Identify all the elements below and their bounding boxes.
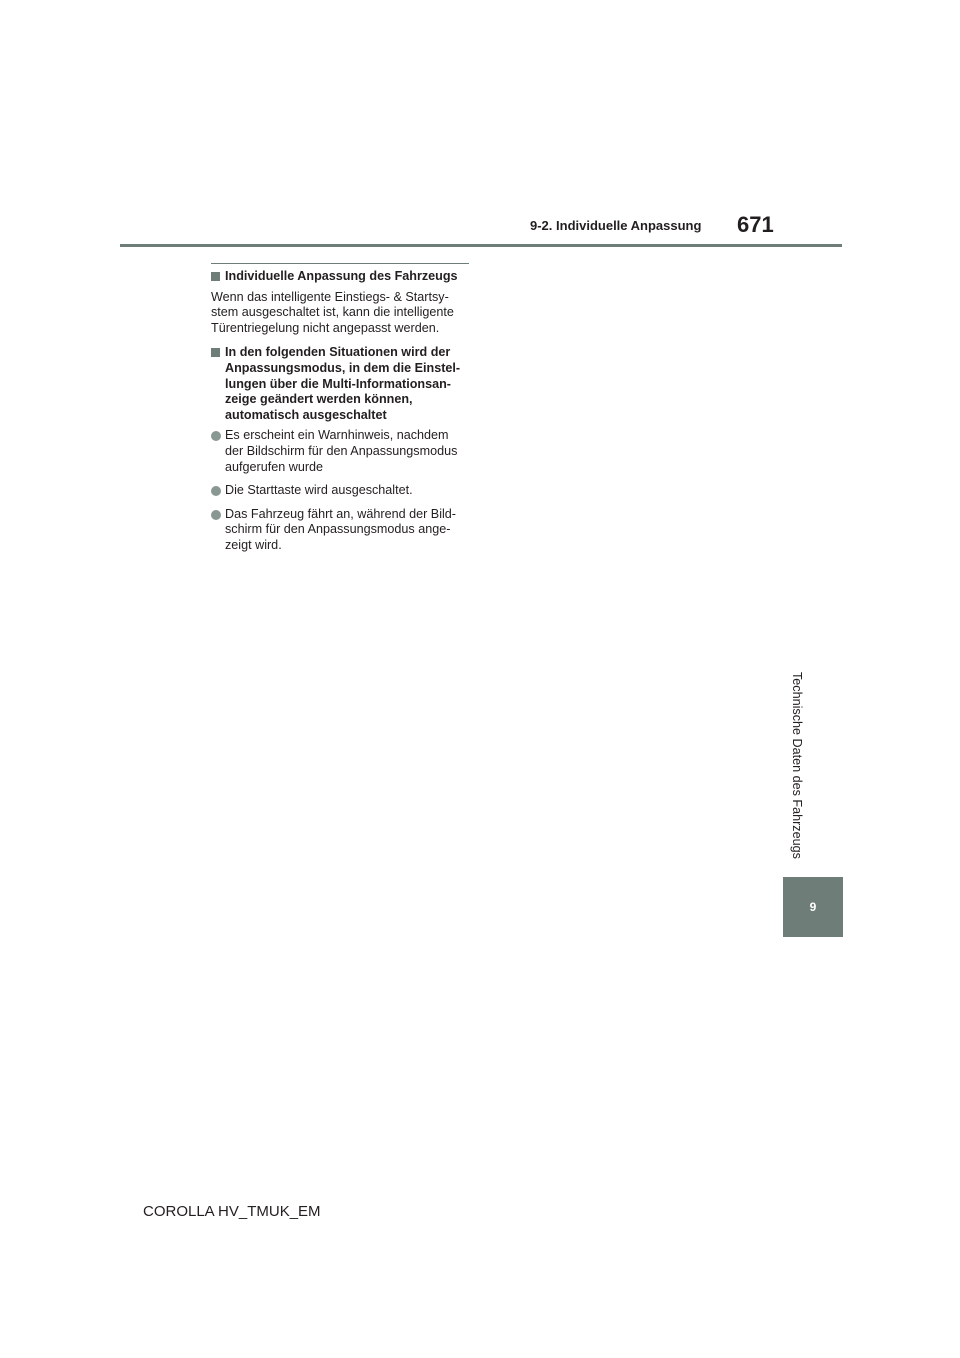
paragraph-line: Türentriegelung nicht angepasst werden. [211, 320, 440, 335]
square-bullet-icon [211, 348, 220, 357]
header-section-title: 9-2. Individuelle Anpassung [530, 218, 702, 233]
heading-individual-customization [211, 269, 469, 285]
heading-line: zeige geändert werden können, [225, 392, 413, 407]
list-item-line: schirm für den Anpassungsmodus ange- [225, 522, 451, 537]
chapter-tab[interactable]: 9 [783, 877, 843, 937]
content-rule [211, 263, 469, 264]
heading-line: Anpassungsmodus, in dem die Einstel- [225, 360, 461, 375]
heading-line: In den folgenden Situationen wird der [225, 345, 451, 360]
heading-line: automatisch ausgeschaltet [225, 407, 387, 422]
paragraph-line: stem ausgeschaltet ist, kann die intelligente [211, 305, 454, 320]
list-item [211, 428, 469, 475]
list-item-line: der Bildschirm für den Anpassungsmodus [225, 443, 458, 458]
heading-text: Individuelle Anpassung des Fahrzeugs [225, 269, 458, 283]
header-rule [120, 244, 842, 247]
list-item-line: aufgerufen wurde [225, 459, 324, 474]
list-item-line: Das Fahrzeug fährt an, während der Bild- [225, 506, 457, 521]
heading-customization-mode-off [211, 345, 469, 423]
square-bullet-icon [211, 272, 220, 281]
circle-bullet-icon [211, 431, 221, 441]
list-item-line: Es erscheint ein Warnhinweis, nachdem [225, 428, 449, 443]
footer-model-code: COROLLA HV_TMUK_EM [143, 1203, 321, 1220]
heading-line: lungen über die Multi-Informationsan- [225, 376, 451, 391]
list-item [211, 483, 469, 499]
paragraph-smart-entry-note [211, 290, 469, 337]
circle-bullet-icon [211, 510, 221, 520]
paragraph-line: Wenn das intelligente Einstiegs- & Startsy- [211, 289, 449, 304]
content-column [211, 263, 469, 562]
list-item-line: zeigt wird. [225, 537, 282, 552]
list-item [211, 507, 469, 554]
list-item-line: Die Starttaste wird ausgeschaltet. [225, 483, 413, 498]
side-chapter-title [786, 662, 808, 868]
page-number: 671 [737, 212, 774, 237]
circle-bullet-icon [211, 486, 221, 496]
side-chapter-title-text: Technische Daten des Fahrzeugs [790, 671, 804, 859]
